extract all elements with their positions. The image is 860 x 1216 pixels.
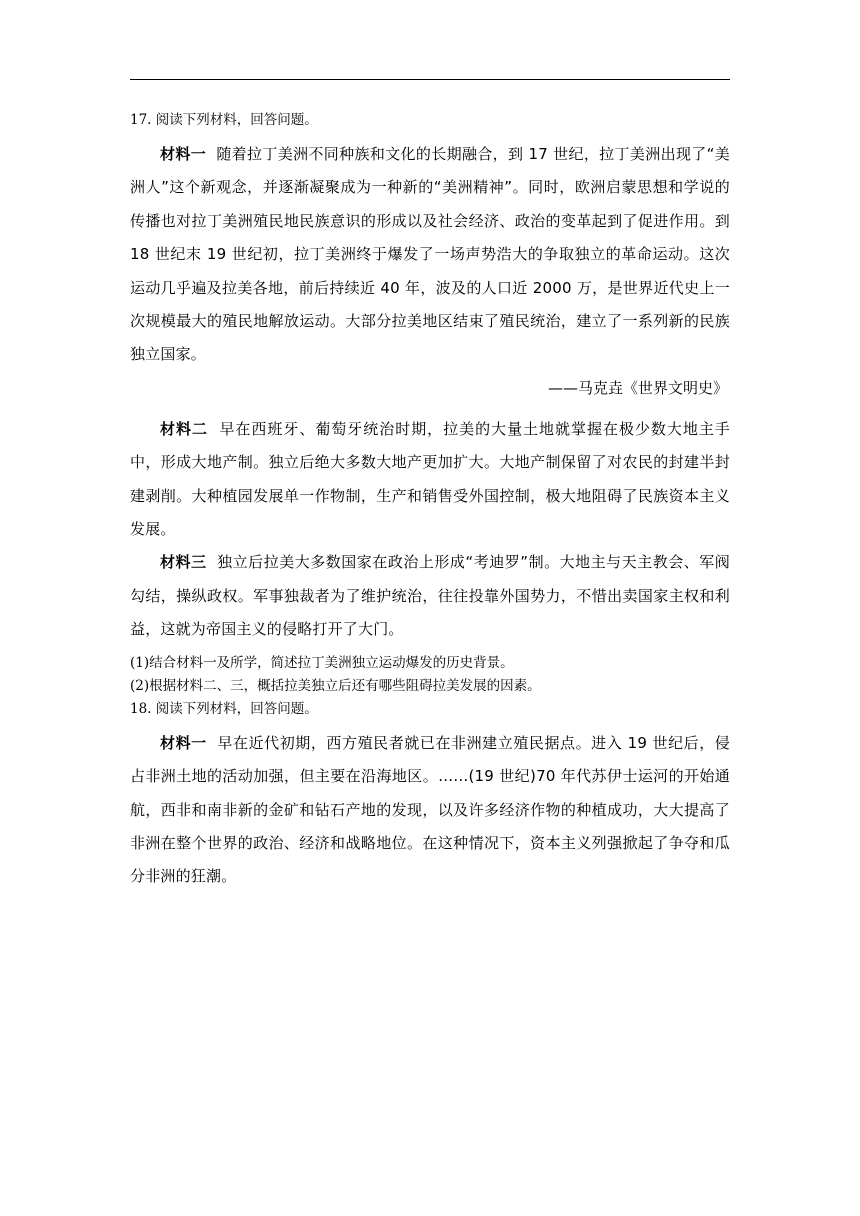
material-label: 材料二: [160, 419, 208, 438]
q17-subquestion-2: (2)根据材料二、三，概括拉美独立后还有哪些阻碍拉美发展的因素。: [130, 677, 541, 694]
q17-material-3: [130, 546, 730, 646]
q17-material-2: [130, 413, 730, 547]
q18-material-1: [130, 727, 730, 894]
material-text: 早在近代初期，西方殖民者就已在非洲建立殖民据点。进入 19 世纪后，侵占非洲土地的活动加强，但主要在沿海地区。……(19 世纪)70 年代苏伊士运河的开始通航，西非和南非新的金矿和钻石产地的发现，以及许多经济作物的种植成功，大大提高了非洲在整个世界的政治、经济和战略地位。在这种情况下，资本主义列强掀起了争夺和瓜分非洲的狂潮。: [130, 733, 730, 886]
material-text: 随着拉丁美洲不同种族和文化的长期融合，到 17 世纪，拉丁美洲出现了“美洲人”这个新观念，并逐渐凝聚成为一种新的“美洲精神”。同时，欧洲启蒙思想和学说的传播也对拉丁美洲殖民地民族意识的形成以及社会经济、政治的变革起到了促进作用。到 18 世纪末 19 世纪初，拉丁美洲终于爆发了一场声势浩大的争取独立的革命运动。这次运动几乎遍及拉美各地，前后持续近 40 年，波及的人口近 2000 万，是世界近代史上一次规模最大的殖民地解放运动。大部分拉美地区结束了殖民统治，建立了一系列新的民族独立国家。: [130, 145, 730, 364]
material-text: 早在西班牙、葡萄牙统治时期，拉美的大量土地就掌握在极少数大地主手中，形成大地产制。独立后绝大多数大地产更加扩大。大地产制保留了对农民的封建半封建剥削。大种植园发展单一作物制，生产和销售受外国控制，极大地阻碍了民族资本主义发展。: [130, 419, 731, 539]
q17-material-1-source: ——马克垚《世界文明史》: [547, 378, 728, 397]
material-label: 材料一: [160, 145, 207, 163]
question-18-title: 18. 阅读下列材料，回答问题。: [130, 700, 318, 717]
material-label: 材料三: [160, 553, 207, 572]
document-body: [130, 110, 730, 894]
q17-material-1: [130, 138, 730, 372]
material-label: 材料一: [160, 733, 207, 752]
material-text: 独立后拉美大多数国家在政治上形成“考迪罗”制。大地主与天主教会、军阀勾结，操纵政权。军事独裁者为了维护统治，往往投靠外国势力，不惜出卖国家主权和利益，这就为帝国主义的侵略打开了大门。: [130, 553, 730, 639]
q17-subquestion-1: (1)结合材料一及所学，简述拉丁美洲独立运动爆发的历史背景。: [130, 654, 514, 671]
header-rule: [130, 79, 730, 80]
question-17-title: 17. 阅读下列材料，回答问题。: [130, 112, 318, 128]
